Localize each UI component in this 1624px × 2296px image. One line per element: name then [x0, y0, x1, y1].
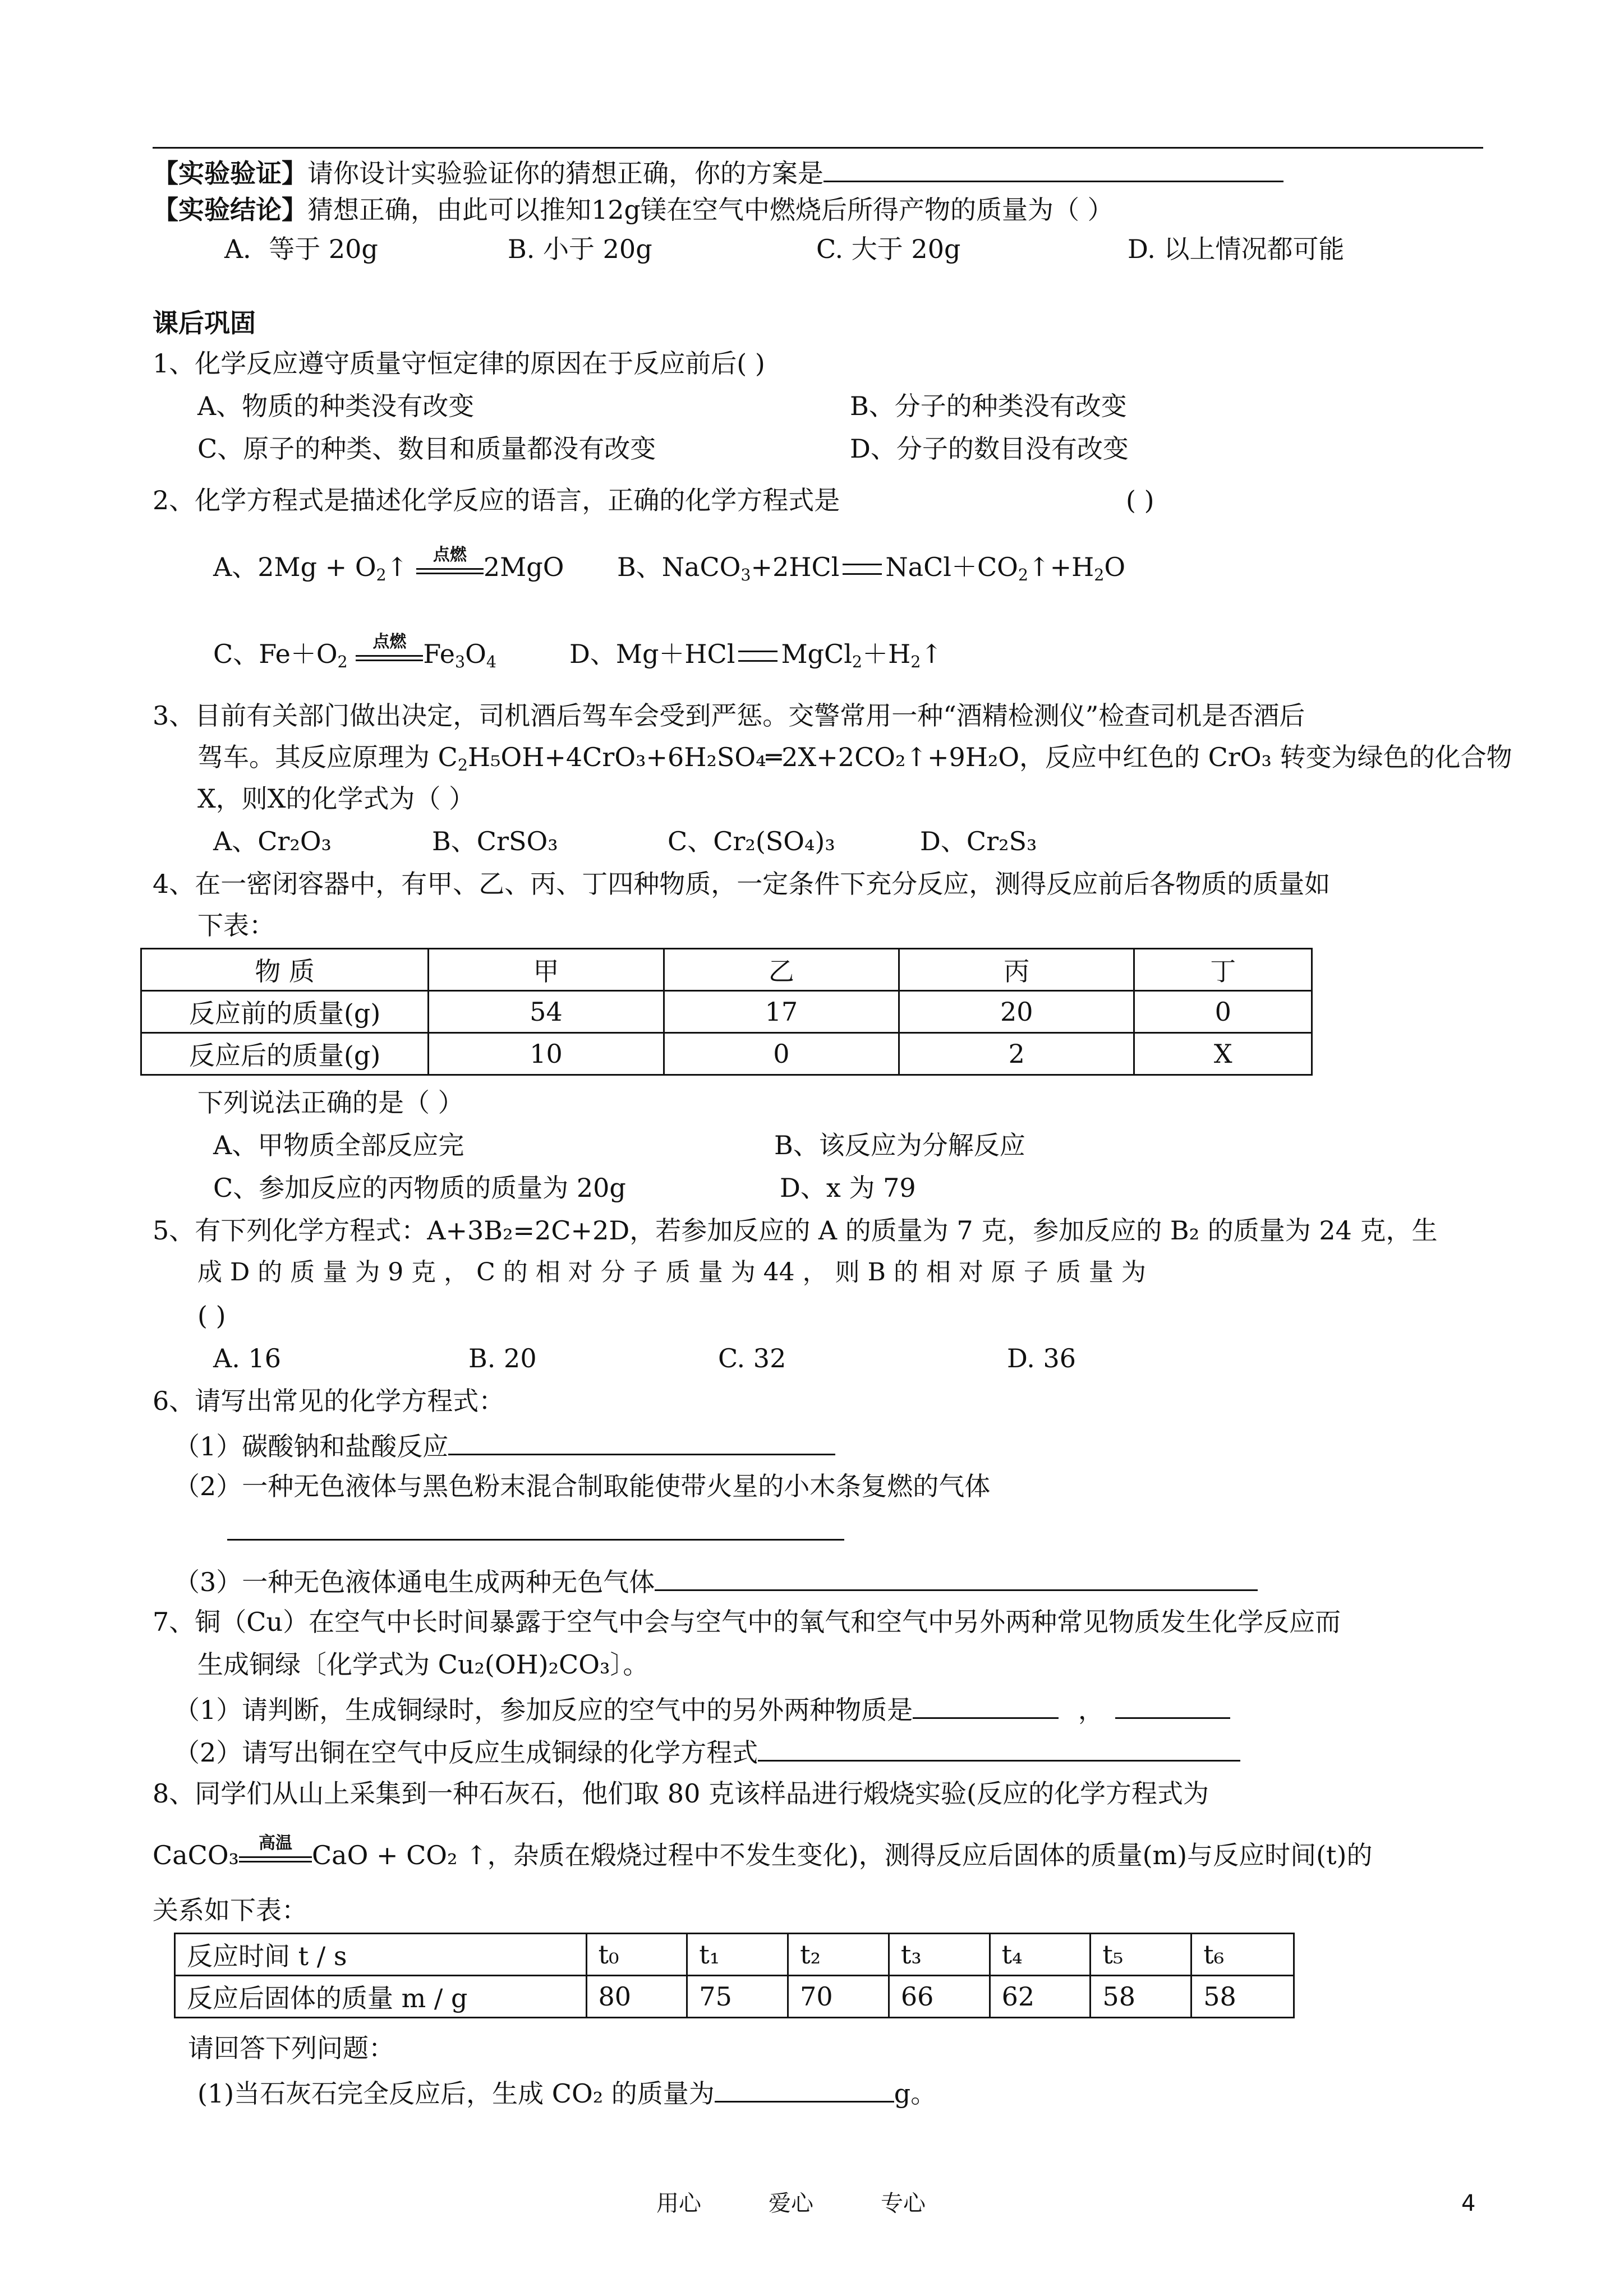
- q2-a-product: 2MgO: [483, 552, 564, 582]
- table-header-cell: t₄: [990, 1934, 1091, 1976]
- table-cell: 58: [1091, 1976, 1191, 2018]
- q2-b-eq: [843, 564, 882, 575]
- table-header-cell: t₃: [889, 1934, 990, 1976]
- q2-d-eq: [738, 651, 778, 662]
- conclusion-label: 【实验结论】: [153, 195, 307, 225]
- q2-a-label: A、2Mg + O: [213, 552, 376, 582]
- q8-time-table: [174, 1933, 1295, 2018]
- table-cell: 10: [429, 1033, 664, 1075]
- verify-text: 请你设计实验验证你的猜想正确，你的方案是: [307, 158, 823, 188]
- q2-option-c: C、$Fe+O_2$ 点燃 $Fe_3O_4$: [213, 632, 496, 671]
- q4-option-b: B、该反应为分解反应: [774, 1130, 1025, 1160]
- q1-option-b: B、分子的种类没有改变: [850, 391, 1127, 421]
- q2-c-condition-arrow: [356, 632, 423, 667]
- q2-b-product: NaCl＋CO: [885, 552, 1018, 582]
- q2-stem-text: 2、化学方程式是描述化学反应的语言，正确的化学方程式是: [153, 485, 840, 515]
- table-cell: 反应后的质量(g): [141, 1033, 429, 1075]
- page-number: 4: [1461, 2191, 1476, 2216]
- q2-option-d: D、Mg＋HCl $MgCl_2+H_2↑$: [569, 639, 942, 671]
- q8-ask: 请回答下列问题：: [188, 2033, 394, 2063]
- q4-option-c: C、参加反应的丙物质的质量为 20g: [213, 1173, 626, 1203]
- table-row: [141, 991, 1312, 1033]
- q5-line2: 成 D 的 质 量 为 9 克 ， C 的 相 对 分 子 质 量 为 44 ， 则 B 的 相 对 原 子 质 量 为: [197, 1258, 1146, 1287]
- table-cell: 75: [687, 1976, 788, 2018]
- q7-item-1-sep: ，: [1078, 1695, 1104, 1725]
- table-row: [175, 1976, 1294, 2018]
- table-header-cell: t₂: [788, 1934, 889, 1976]
- table-header-cell: t₅: [1091, 1934, 1191, 1976]
- q4-line1: 4、在一密闭容器中，有甲、乙、丙、丁四种物质，一定条件下充分反应，测得反应前后各物质的质量如: [153, 869, 1331, 899]
- q2-a-arrow: ↑: [386, 552, 408, 582]
- q8-line3: 关系如下表：: [153, 1895, 307, 1925]
- q7-line2: 生成铜绿〔化学式为 Cu₂(OH)₂CO₃〕。: [197, 1649, 649, 1680]
- verify-label: 【实验验证】: [153, 158, 307, 188]
- q7-item-2-blank[interactable]: [758, 1735, 1240, 1762]
- q6-item-3-text: （3）一种无色液体通电生成两种无色气体: [174, 1567, 655, 1597]
- q2-b-tail: ↑+H: [1028, 552, 1094, 582]
- q5-option-a: A. 16: [213, 1343, 281, 1373]
- q6-item-3-blank[interactable]: [655, 1565, 1258, 1591]
- table-cell: 66: [889, 1976, 990, 2018]
- q1-option-d: D、分子的数目没有改变: [850, 434, 1129, 464]
- q5-line3: ( ): [197, 1301, 226, 1331]
- table-cell: 0: [664, 1033, 899, 1075]
- q4-option-a: A、甲物质全部反应完: [213, 1130, 464, 1160]
- q6-item-1-text: （1）碳酸钠和盐酸反应: [174, 1431, 449, 1461]
- q7-item-1: [174, 1693, 1230, 1725]
- table-header-cell: 物 质: [141, 949, 429, 991]
- table-header-cell: 反应时间 t / s: [175, 1934, 587, 1976]
- q2-b-rest: +2HCl: [751, 552, 840, 582]
- table-cell: 80: [586, 1976, 687, 2018]
- table-cell: 62: [990, 1976, 1091, 2018]
- q3-line2-prefix: 驾车。其反应原理为 C: [197, 742, 458, 772]
- section-title: 课后巩固: [153, 308, 256, 338]
- table-cell: 0: [1134, 991, 1312, 1033]
- footer-motto-3: 专心: [881, 2191, 926, 2216]
- q2-d-label: D、Mg＋HCl: [569, 639, 735, 669]
- q6-item-3: [174, 1565, 1258, 1597]
- q7-item-1-text: （1）请判断，生成铜绿时，参加反应的空气中的另外两种物质是: [174, 1695, 913, 1725]
- q8-line1: 8、同学们从山上采集到一种石灰石，他们取 80 克该样品进行煅烧实验(反应的化学方程式为: [153, 1778, 1209, 1809]
- q4-line2: 下表：: [197, 910, 275, 940]
- q8-eq-left: CaCO₃: [153, 1840, 239, 1870]
- table-cell: 反应前的质量(g): [141, 991, 429, 1033]
- q7-item-1-blank-a[interactable]: [913, 1693, 1059, 1719]
- q3-line2-formula: H₅OH+4CrO₃+6H₂SO₄═2X+2CO₂↑+9H₂O，反应中红色的 CrO₃ 转变为绿色的化合物: [467, 742, 1512, 772]
- table-header-row: [141, 949, 1312, 991]
- footer-motto-2: 爱心: [769, 2191, 813, 2216]
- q8-condition-arrow: [239, 1833, 312, 1869]
- verify-line: [153, 156, 1283, 188]
- q1-option-c: C、原子的种类、数目和质量都没有改变: [197, 434, 656, 464]
- conclusion-option-c: C. 大于 20g: [816, 234, 961, 264]
- q3-option-d: D、Cr₂S₃: [920, 826, 1037, 856]
- table-header-cell: t₀: [586, 1934, 687, 1976]
- q7-line1: 7、铜（Cu）在空气中长时间暴露于空气中会与空气中的氧气和空气中另外两种常见物质发生化学反应而: [153, 1607, 1341, 1637]
- table-cell: 17: [664, 991, 899, 1033]
- q6-item-1: [174, 1429, 835, 1461]
- q7-item-2: [174, 1735, 1240, 1768]
- q2-option-a: A、$2Mg + O_2↑$ 点燃 2MgO: [213, 545, 564, 584]
- conclusion-option-b: B. 小于 20g: [508, 234, 652, 264]
- q2-d-arrow: ↑: [921, 639, 942, 669]
- q2-stem: [153, 485, 1154, 515]
- table-header-cell: 乙: [664, 949, 899, 991]
- q1-stem: 1、化学反应遵守质量守恒定律的原因在于反应前后( ): [153, 348, 765, 379]
- q8-cond: 高温: [258, 1833, 292, 1853]
- q3-line1: 3、目前有关部门做出决定，司机酒后驾车会受到严惩。交警常用一种“酒精检测仪”检查司机是否酒后: [153, 700, 1305, 731]
- q1-option-a: A、物质的种类没有改变: [197, 391, 475, 421]
- conclusion-line: [153, 195, 1114, 225]
- conclusion-option-d: D. 以上情况都可能: [1128, 234, 1345, 264]
- q5-option-b: B. 20: [468, 1343, 537, 1373]
- conclusion-option-a: A．等于 20g: [224, 234, 378, 264]
- table-cell: 2: [899, 1033, 1134, 1075]
- q8-sub1-text: (1)当石灰石完全反应后，生成 CO₂ 的质量为: [197, 2078, 715, 2109]
- table-cell: 58: [1191, 1976, 1294, 2018]
- q8-eq-right: CaO + CO₂ ↑，杂质在煅烧过程中不发生变化)，测得反应后固体的质量(m)与反应时间(t)的: [311, 1840, 1373, 1870]
- q3-line2: 驾车。其反应原理为 $C_2H_5OH+4CrO_3+6H_2SO_4═2X+2CO_2↑+9H_2O$，反应中红色的 CrO₃ 转变为绿色的化合物: [197, 742, 1512, 774]
- table-header-cell: 丙: [899, 949, 1134, 991]
- table-cell: 54: [429, 991, 664, 1033]
- table-header-cell: 甲: [429, 949, 664, 991]
- q5-option-d: D. 36: [1007, 1343, 1076, 1373]
- q8-line2: [153, 1833, 1373, 1870]
- q2-a-cond: 点燃: [433, 545, 467, 565]
- q2-b-o: O: [1104, 552, 1126, 582]
- q2-c-o: O: [465, 639, 486, 669]
- table-cell: 20: [899, 991, 1134, 1033]
- q8-sub1: [197, 2076, 936, 2109]
- verify-answer-blank[interactable]: [823, 156, 1283, 182]
- conclusion-text: 猜想正确，由此可以推知12g镁在空气中燃烧后所得产物的质量为（ ）: [307, 195, 1114, 225]
- q2-option-b: B、NaCO$_3$+2HCl $NaCl+CO_2↑+H_2O$: [617, 552, 1126, 584]
- q4-option-d: D、x 为 79: [780, 1173, 916, 1203]
- q6-item-1-blank[interactable]: [448, 1429, 835, 1455]
- q6-stem: 6、请写出常见的化学方程式：: [153, 1386, 505, 1416]
- q2-c-cond: 点燃: [372, 632, 407, 652]
- q5-line1: 5、有下列化学方程式：A+3B₂=2C+2D，若参加反应的 A 的质量为 7 克，参加反应的 B₂ 的质量为 24 克，生: [153, 1215, 1438, 1246]
- table-header-cell: 丁: [1134, 949, 1312, 991]
- q6-item-2-blank[interactable]: [227, 1514, 844, 1541]
- footer-motto-1: 用心: [656, 2191, 701, 2216]
- q3-line3: X，则X的化学式为（ ）: [197, 783, 475, 814]
- table-row: [141, 1033, 1312, 1075]
- q4-ask: 下列说法正确的是（ ）: [197, 1087, 464, 1118]
- table-header-row: [175, 1934, 1294, 1976]
- header-rule: [153, 147, 1483, 149]
- q2-d-tail: ＋H: [862, 639, 911, 669]
- q2-b-label: B、NaCO: [617, 552, 741, 582]
- q4-mass-table: [140, 948, 1313, 1076]
- q6-item-2: （2）一种无色液体与黑色粉末混合制取能使带火星的小木条复燃的气体: [174, 1471, 991, 1501]
- q3-option-b: B、CrSO₃: [432, 826, 558, 856]
- table-cell: 70: [788, 1976, 889, 2018]
- q2-d-product: MgCl: [781, 639, 852, 669]
- q5-option-c: C. 32: [718, 1343, 786, 1373]
- table-header-cell: t₆: [1191, 1934, 1294, 1976]
- q2-c-product: Fe: [423, 639, 455, 669]
- q2-c-label: C、Fe＋O: [213, 639, 338, 669]
- q3-option-a: A、Cr₂O₃: [213, 826, 332, 856]
- table-cell: 反应后固体的质量 m / g: [175, 1976, 587, 2018]
- q2-a-condition-arrow: [416, 545, 484, 580]
- q8-sub1-blank[interactable]: [715, 2076, 894, 2103]
- q2-paren: ( ): [1126, 485, 1154, 515]
- q8-sub1-unit: g。: [894, 2078, 937, 2109]
- q7-item-2-text: （2）请写出铜在空气中反应生成铜绿的化学方程式: [174, 1737, 758, 1768]
- table-cell: X: [1134, 1033, 1312, 1075]
- q7-item-1-blank-b[interactable]: [1115, 1693, 1230, 1719]
- q3-option-c: C、Cr₂(SO₄)₃: [668, 826, 835, 856]
- table-header-cell: t₁: [687, 1934, 788, 1976]
